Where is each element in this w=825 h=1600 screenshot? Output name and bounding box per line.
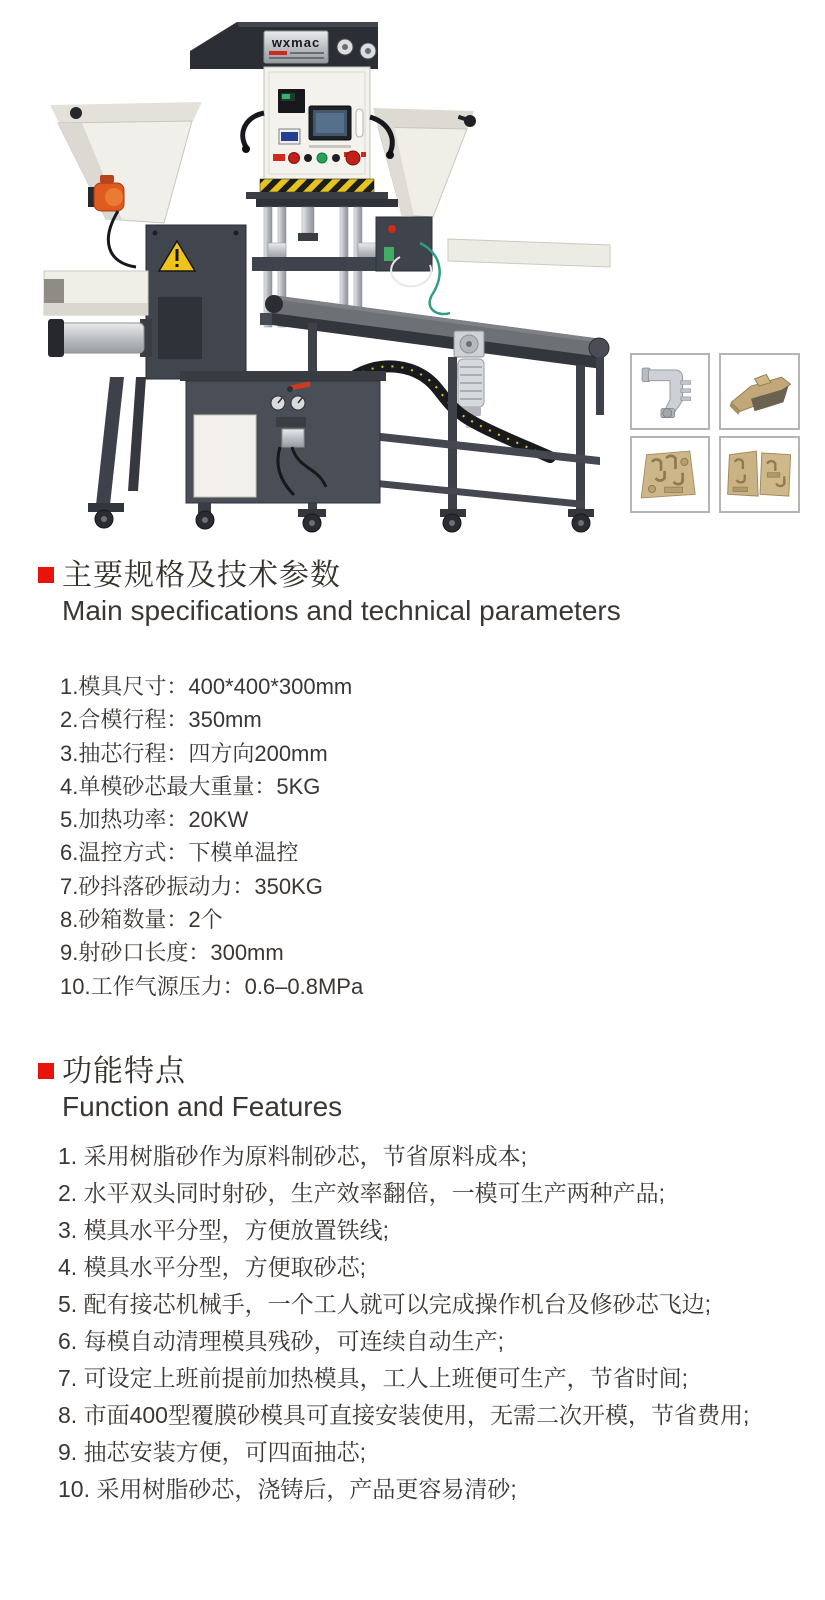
right-support-beam <box>448 239 610 267</box>
list-item: 7.砂抖落砂振动力：350KG <box>60 873 323 899</box>
list-item: 6.温控方式：下模单温控 <box>60 840 299 866</box>
list-item: 5. 配有接芯机械手，一个工人就可以完成操作机台及修砂芯飞边; <box>58 1291 711 1317</box>
machine-illustration <box>40 5 615 535</box>
list-item: 9.射砂口长度：300mm <box>60 940 284 966</box>
features-title-en: Function and Features <box>62 1091 343 1122</box>
left-beam-and-cylinder <box>44 271 152 357</box>
list-item: 2. 水平双头同时射砂，生产效率翻倍，一模可生产两种产品; <box>58 1180 665 1206</box>
list-item: 3.抽芯行程：四方向200mm <box>60 740 328 766</box>
red-square-bullet <box>38 567 54 583</box>
specs-title-en: Main specifications and technical parameters <box>62 595 621 626</box>
list-item: 3. 模具水平分型，方便放置铁线; <box>58 1217 389 1243</box>
machine-photo <box>40 5 615 535</box>
product-thumb-core-cluster <box>630 436 710 513</box>
product-samples-grid <box>630 353 800 513</box>
right-side-panel <box>376 217 450 314</box>
features-heading-row <box>0 1054 825 1090</box>
features-title-zh: 功能特点 <box>62 1055 186 1088</box>
section-features <box>0 1054 825 1508</box>
sample-sand-core-cluster <box>634 440 706 509</box>
list-item: 9. 抽芯安装方便，可四面抽芯; <box>58 1439 366 1465</box>
left-hopper <box>50 102 202 223</box>
product-thumb-core-cluster-pair <box>719 436 800 513</box>
sample-aluminum-elbow-casting <box>634 357 706 426</box>
list-item: 2.合模行程：350mm <box>60 707 262 733</box>
specs-title-zh: 主要规格及技术参数 <box>62 559 341 592</box>
list-item: 1. 采用树脂砂作为原料制砂芯，节省原料成本; <box>58 1143 527 1169</box>
brand-nameplate: wxmac <box>271 35 321 50</box>
section-specifications <box>0 558 825 1003</box>
sample-bronze-angled-casting <box>724 357 796 426</box>
red-square-bullet <box>38 1063 54 1079</box>
list-item: 5.加热功率：20KW <box>60 807 249 833</box>
control-cabinet <box>242 67 394 179</box>
product-thumb-elbow-casting <box>630 353 710 430</box>
list-item: 4.单模砂芯最大重量：5KG <box>60 773 321 799</box>
features-list <box>0 1138 825 1508</box>
list-item: 7. 可设定上班前提前加热模具，工人上班便可生产，节省时间; <box>58 1365 688 1391</box>
list-item: 10.工作气源压力：0.6–0.8MPa <box>60 973 364 999</box>
specs-list <box>0 670 825 1003</box>
list-item: 8.砂箱数量：2个 <box>60 907 223 933</box>
product-thumb-bronze-casting <box>719 353 800 430</box>
specs-heading-row <box>0 558 825 594</box>
list-item: 10. 采用树脂砂芯，浇铸后，产品更容易清砂; <box>58 1476 517 1502</box>
machine-top-cap <box>190 22 378 69</box>
left-frame <box>146 225 246 379</box>
list-item: 4. 模具水平分型，方便取砂芯; <box>58 1254 366 1280</box>
door-handle <box>356 109 363 137</box>
list-item: 1.模具尺寸：400*400*300mm <box>60 674 353 699</box>
list-item: 8. 市面400型覆膜砂模具可直接安装使用，无需二次开模，节省费用; <box>58 1402 750 1428</box>
list-item: 6. 每模自动清理模具残砂，可连续自动生产; <box>58 1328 504 1354</box>
sample-sand-core-cluster-pair <box>724 440 796 509</box>
base-cabinet <box>88 371 386 529</box>
